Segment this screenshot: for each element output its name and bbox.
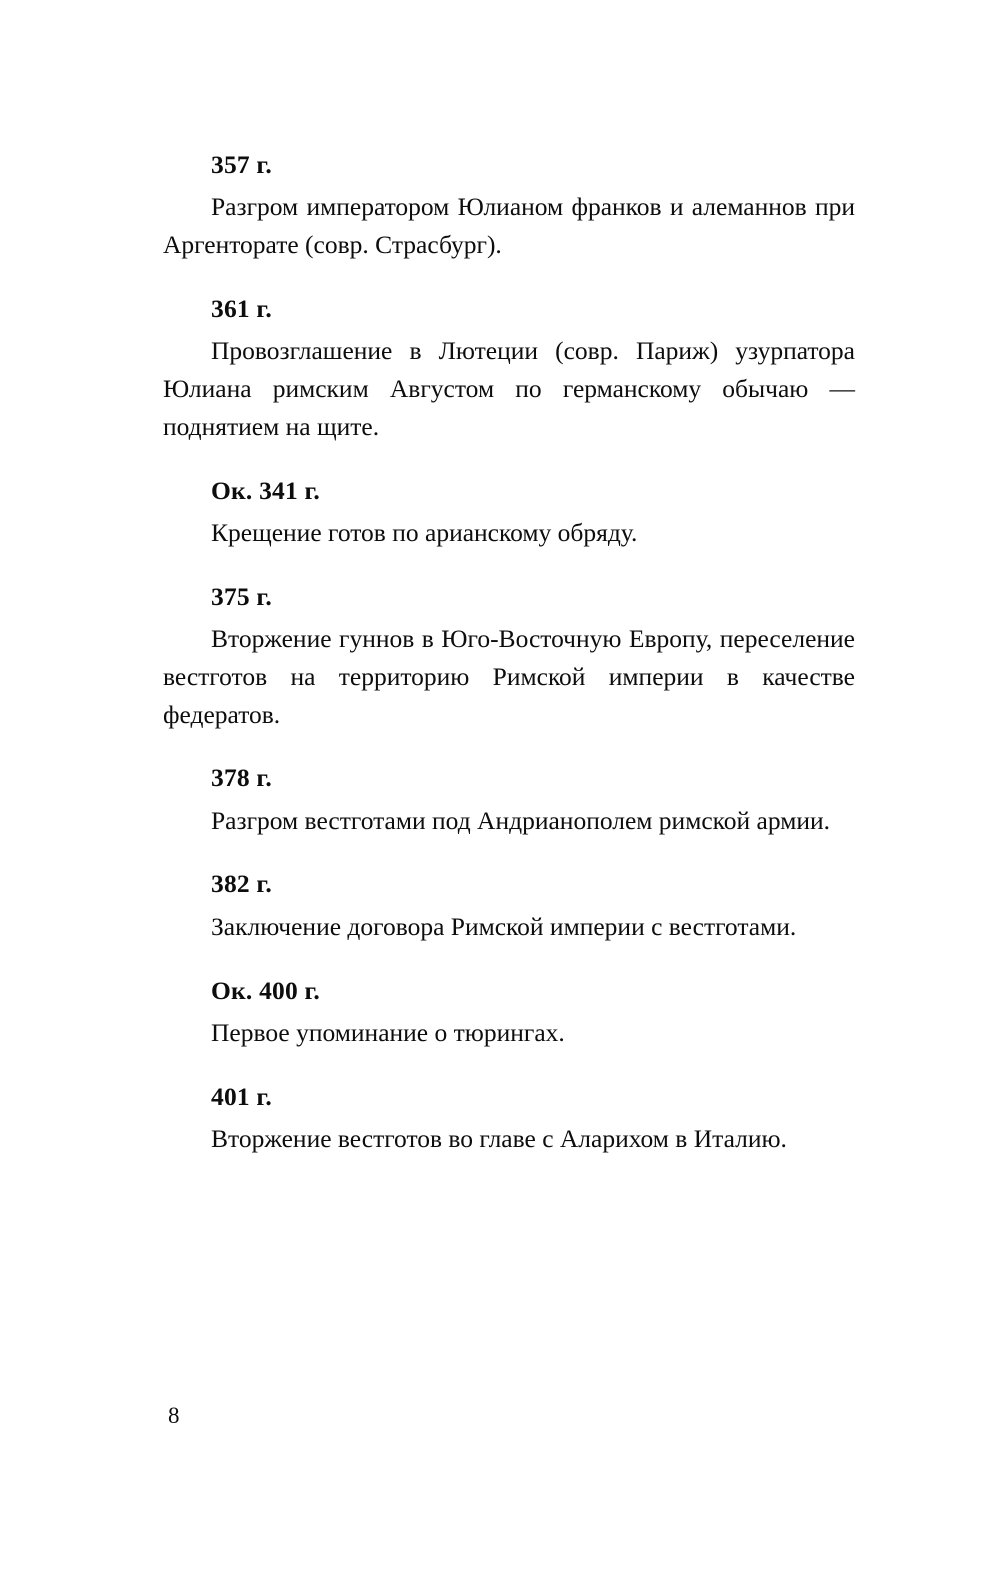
entry-year: Ок. 400 г. — [211, 975, 320, 1005]
chronology-list — [163, 148, 855, 1186]
page-number: 8 — [168, 1403, 180, 1428]
entry-text: Разгром императором Юлианом франков и алеманнов при Аргенторате (совр. Страсбург). — [163, 192, 855, 260]
chronology-entry — [163, 148, 855, 264]
entry-year: 382 г. — [211, 869, 272, 899]
chronology-entry — [163, 292, 855, 446]
entry-year: Ок. 341 г. — [211, 475, 320, 505]
entry-text: Заключение договора Римской империи с вестготами. — [211, 911, 797, 941]
entry-text: Вторжение гуннов в Юго-Восточную Европу, переселение вестготов на территорию Римской империи в качестве федератов. — [163, 624, 855, 729]
entry-year: 361 г. — [211, 293, 272, 323]
entry-year: 378 г. — [211, 763, 272, 793]
chronology-entry — [163, 474, 855, 552]
chronology-entry — [163, 974, 855, 1052]
chronology-entry — [163, 867, 855, 945]
entry-text: Разгром вестготами под Андрианополем римской армии. — [211, 805, 831, 835]
entry-year: 375 г. — [211, 581, 272, 611]
chronology-entry — [163, 1080, 855, 1158]
entry-year: 401 г. — [211, 1081, 272, 1111]
chronology-entry — [163, 761, 855, 839]
entry-text: Первое упоминание о тюрингах. — [211, 1018, 565, 1048]
entry-text: Вторжение вестготов во главе с Аларихом в Италию. — [211, 1124, 787, 1154]
entry-text: Крещение готов по арианскому обряду. — [211, 517, 638, 547]
chronology-entry — [163, 580, 855, 734]
entry-text: Провозглашение в Лютеции (совр. Париж) узурпатора Юлиана римским Августом по германскому обычаю — поднятием на щите. — [163, 336, 855, 441]
entry-year: 357 г. — [211, 150, 272, 179]
